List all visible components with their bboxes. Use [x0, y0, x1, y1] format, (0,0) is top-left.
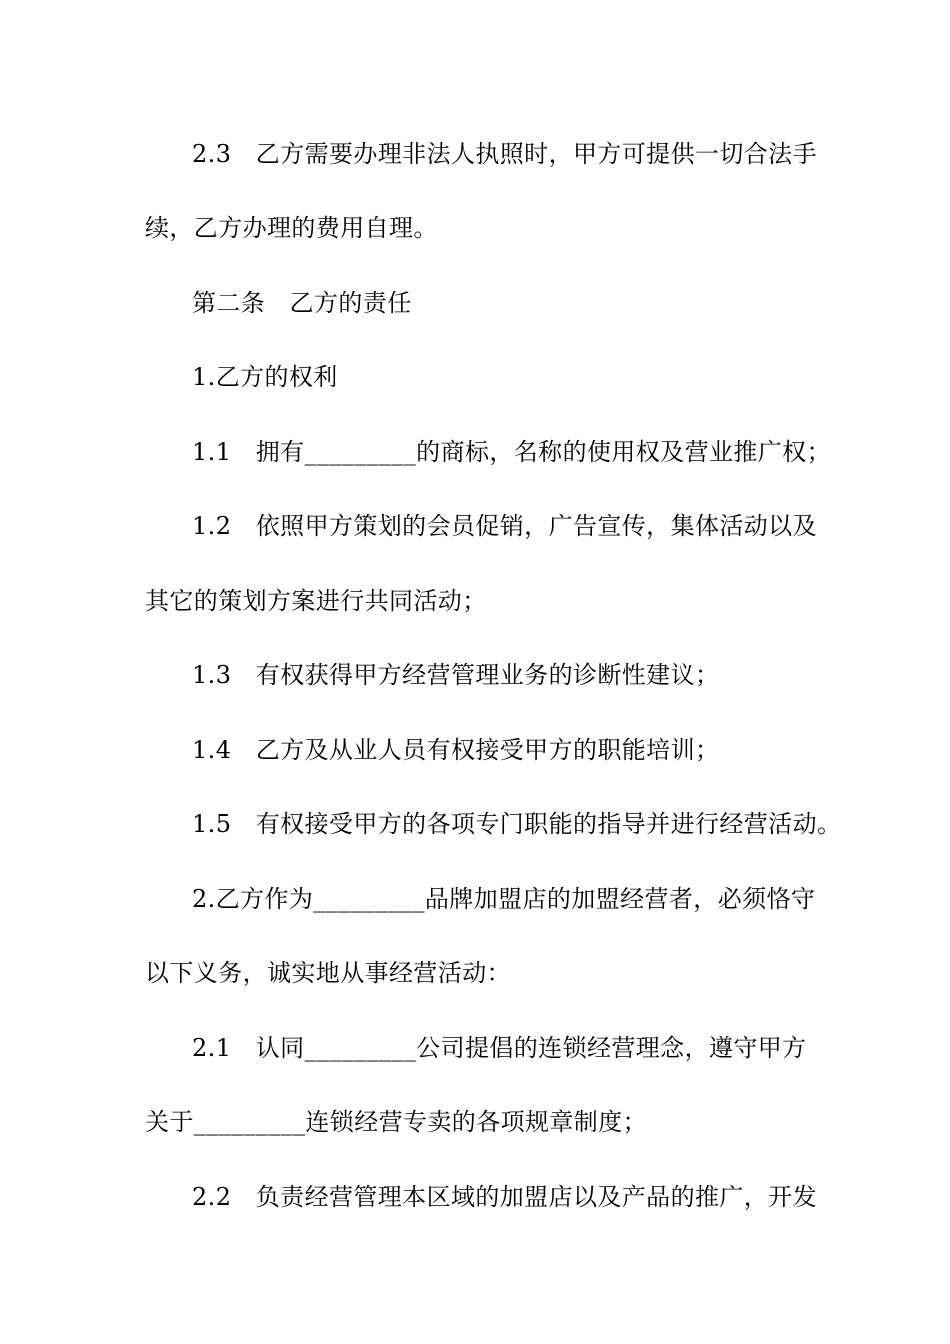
- paragraph-1-2-line-1: 1.2 依照甲方策划的会员促销，广告宣传，集体活动以及: [192, 512, 817, 540]
- paragraph-2-1-line-2: 关于_________连锁经营专卖的各项规章制度；: [145, 1108, 647, 1136]
- section-heading-obligations-line-1: 2.乙方作为_________品牌加盟店的加盟经营者，必须恪守: [192, 885, 816, 913]
- paragraph-2-3-line-2: 续，乙方办理的费用自理。: [145, 214, 438, 242]
- paragraph-1-4: 1.4 乙方及从业人员有权接受甲方的职能培训；: [192, 736, 720, 764]
- section-heading-rights: 1.乙方的权利: [192, 363, 338, 391]
- paragraph-1-5: 1.5 有权接受甲方的各项专门职能的指导并进行经营活动。: [192, 810, 842, 838]
- article-heading: 第二条 乙方的责任: [192, 289, 412, 317]
- paragraph-2-3-line-1: 2.3 乙方需要办理非法人执照时，甲方可提供一切合法手: [192, 140, 817, 168]
- paragraph-1-3: 1.3 有权获得甲方经营管理业务的诊断性建议；: [192, 661, 720, 689]
- paragraph-1-1: 1.1 拥有_________的商标，名称的使用权及营业推广权；: [192, 438, 831, 466]
- paragraph-2-2-line-1: 2.2 负责经营管理本区域的加盟店以及产品的推广，开发: [192, 1183, 817, 1211]
- paragraph-2-1-line-1: 2.1 认同_________公司提倡的连锁经营理念，遵守甲方: [192, 1034, 807, 1062]
- section-heading-obligations-line-2: 以下义务，诚实地从事经营活动：: [145, 959, 511, 987]
- paragraph-1-2-line-2: 其它的策划方案进行共同活动；: [145, 587, 487, 615]
